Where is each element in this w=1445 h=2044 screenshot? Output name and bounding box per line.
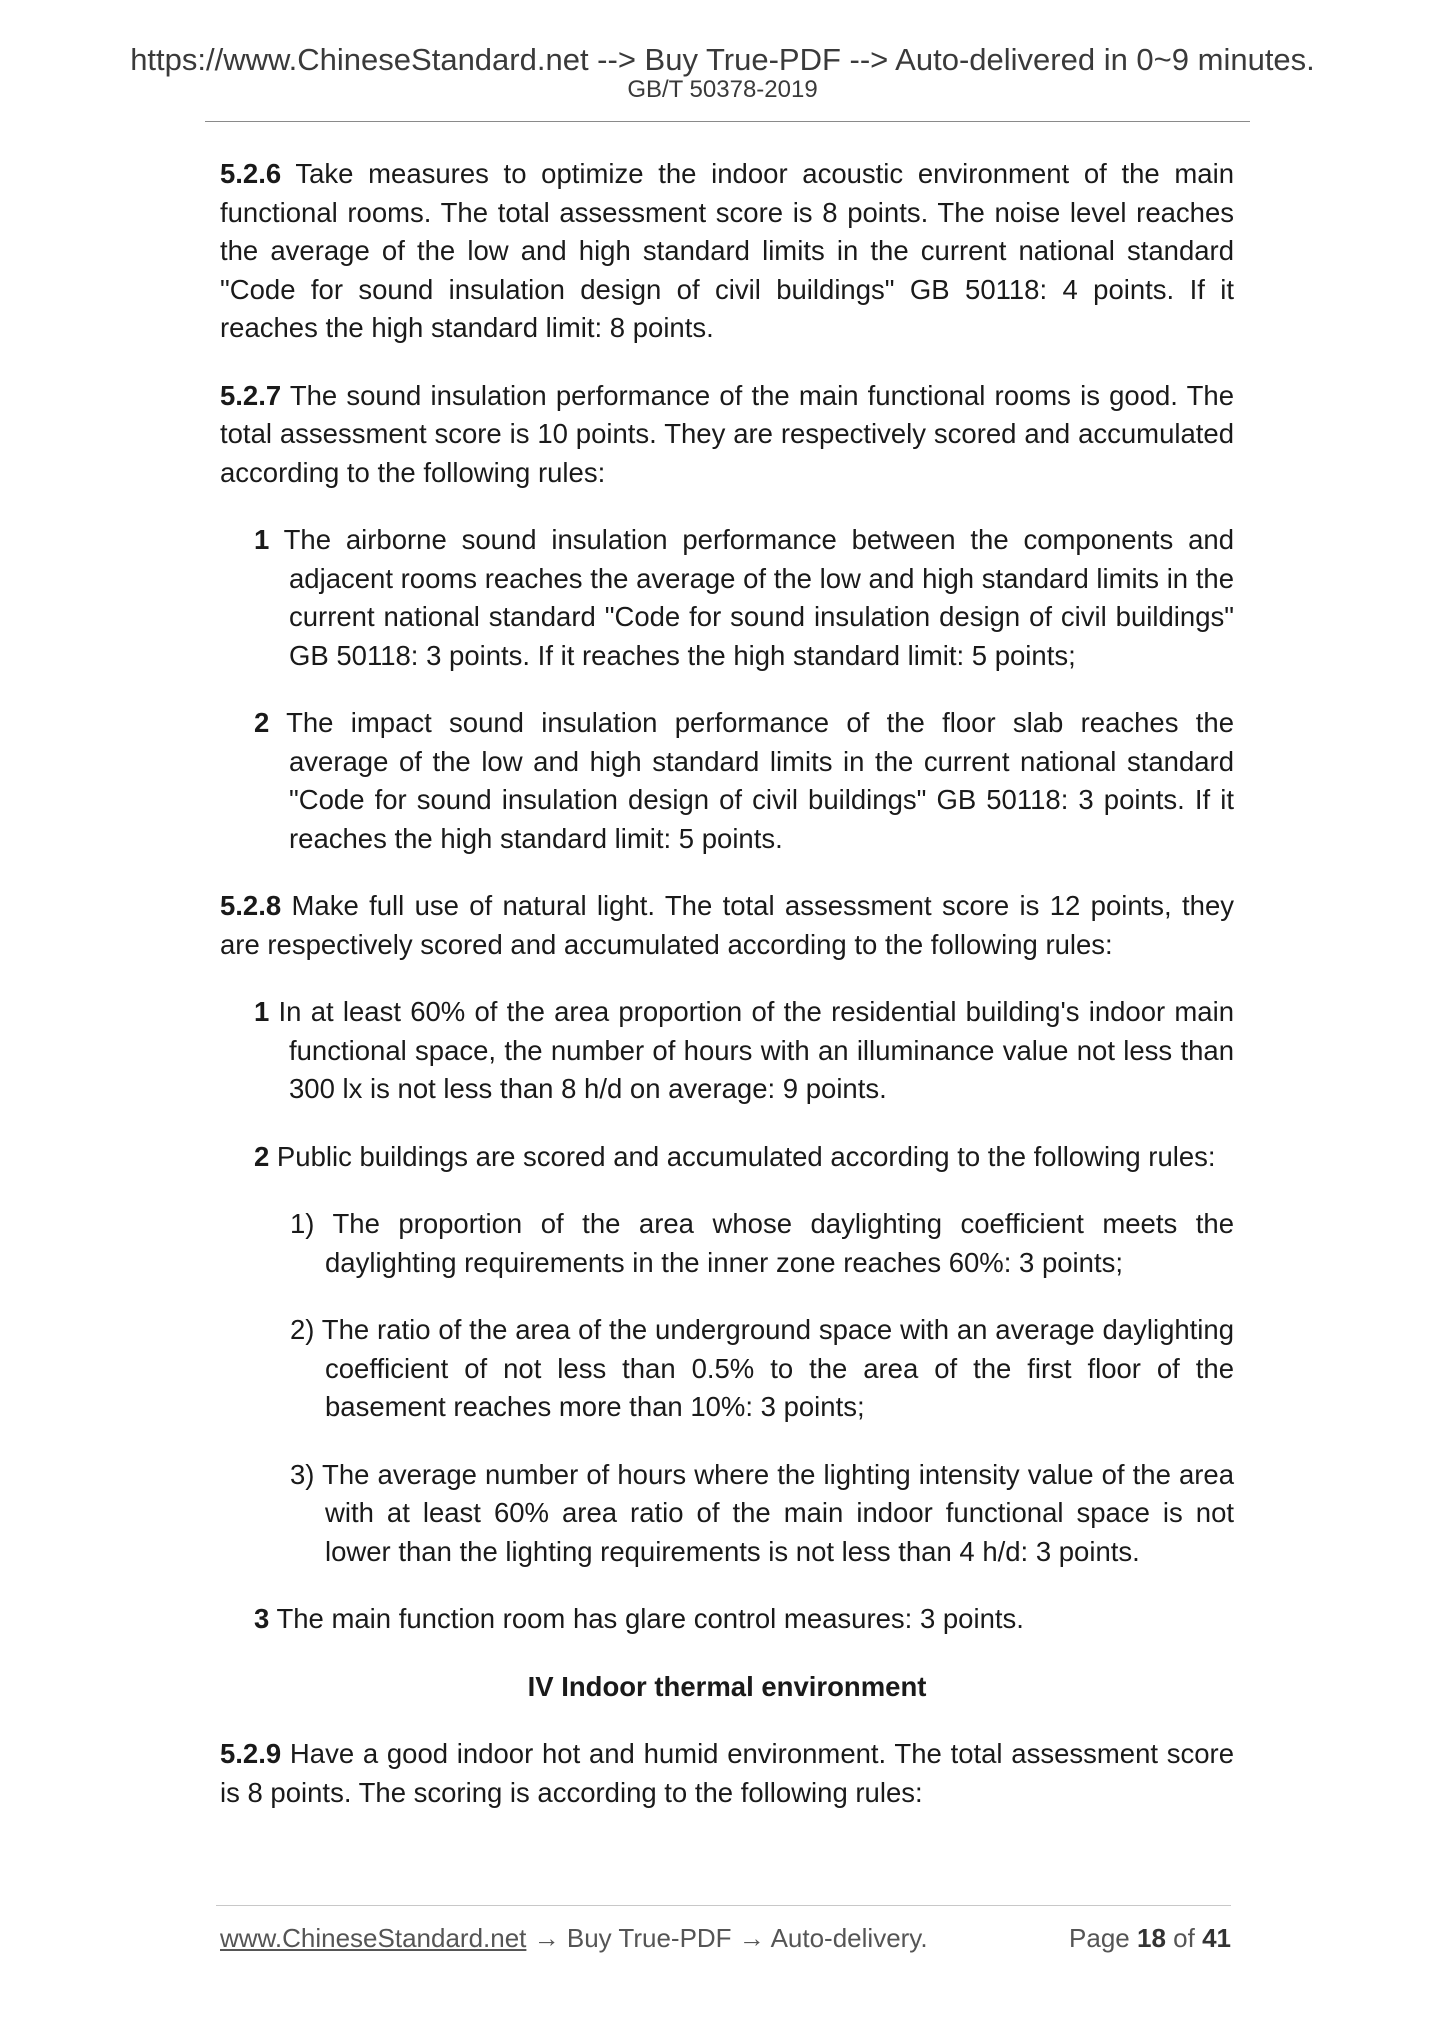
page-of: of [1173, 1923, 1195, 1953]
footer-tagline: → Buy True-PDF → Auto-delivery. [526, 1923, 928, 1953]
header-divider [205, 121, 1250, 122]
clause-text: Make full use of natural light. The total assessment score is 12 points, they are respectively scored and accumulated according to the following rules: [220, 890, 1234, 960]
clause-number: 5.2.8 [220, 890, 282, 921]
item-number: 2 [254, 1140, 270, 1172]
clause-number: 5.2.9 [220, 1738, 282, 1769]
clause-5-2-8-subitem-3: 3) The average number of hours where the lighting intensity value of the area with at least 60% area ratio of the main indoor functional space is not lower than the lighting requirements is not less than 4 h/d: 3 points. [290, 1458, 1234, 1567]
item-text: In at least 60% of the area proportion of the residential building's indoor main functional space, the number of hours with an illuminance value not less than 300 lx is not less than 8 h/d on average: 9 points. [269, 996, 1234, 1104]
item-number: 1 [254, 524, 270, 555]
clause-5-2-8-item-3 [254, 1600, 1234, 1639]
page-label: Page [1069, 1923, 1130, 1953]
page-current: 18 [1137, 1923, 1166, 1953]
footer-divider [216, 1905, 1231, 1906]
page-indicator [1069, 1922, 1231, 1954]
clause-text: Take measures to optimize the indoor acoustic environment of the main functional rooms. The total assessment score is 8 points. The noise level reaches the average of the low and high standard limits in the current national standard "Code for sound insulation design of civil buildings" GB 50118: 4 points. If it reaches the high standard limit: 8 points. [220, 158, 1234, 343]
item-number: 1 [254, 996, 270, 1027]
section-heading: IV Indoor thermal environment [527, 1670, 927, 1702]
item-text: The main function room has glare control measures: 3 points. [269, 1603, 1024, 1634]
clause-number: 5.2.6 [220, 158, 282, 189]
clause-5-2-7-item-2 [254, 704, 1234, 858]
item-number: 2 [254, 707, 270, 738]
document-body [220, 155, 1234, 1841]
clause-5-2-7-item-1 [254, 521, 1234, 675]
clause-5-2-8-item-1 [254, 993, 1234, 1109]
item-text: The impact sound insulation performance of the floor slab reaches the average of the low and high standard limits in the current national standard "Code for sound insulation design of civil buildings" GB 50118: 3 points. If it reaches the high standard limit: 5 points. [269, 707, 1234, 854]
item-number: 3 [254, 1603, 270, 1634]
clause-5-2-7 [220, 377, 1234, 493]
item-text: The airborne sound insulation performance between the components and adjacent rooms reaches the average of the low and high standard limits in the current national standard "Code for sound insulation design of civil buildings" GB 50118: 3 points. If it reaches the high standard limit: 5 points; [269, 524, 1234, 671]
footer-site-link[interactable]: www.ChineseStandard.net [220, 1923, 527, 1953]
item-text: Public buildings are scored and accumulated according to the following rules: [269, 1140, 1216, 1172]
clause-5-2-8-item-2 [254, 1138, 1234, 1177]
clause-5-2-8-subitem-2: 2) The ratio of the area of the underground space with an average daylighting coefficient of not less than 0.5% to the area of the first floor of the basement reaches more than 10%: 3 points; [290, 1314, 1234, 1422]
clause-5-2-8 [220, 887, 1234, 964]
source-banner: https://www.ChineseStandard.net --> Buy True-PDF --> Auto-delivered in 0~9 minutes. [130, 42, 1315, 77]
footer-promo [220, 1922, 928, 1954]
clause-text: Have a good indoor hot and humid environment. The total assessment score is 8 points. The scoring is according to the following rules: [220, 1738, 1234, 1808]
clause-text: The sound insulation performance of the main functional rooms is good. The total assessment score is 10 points. They are respectively scored and accumulated according to the following rules: [220, 379, 1234, 488]
standard-code: GB/T 50378-2019 [627, 76, 818, 103]
clause-5-2-6 [220, 155, 1234, 348]
page-total: 41 [1202, 1923, 1231, 1953]
clause-number: 5.2.7 [220, 379, 282, 411]
clause-5-2-9 [220, 1735, 1234, 1812]
clause-5-2-8-subitem-1: 1) The proportion of the area whose daylighting coefficient meets the daylighting requirements in the inner zone reaches 60%: 3 points; [290, 1208, 1234, 1278]
